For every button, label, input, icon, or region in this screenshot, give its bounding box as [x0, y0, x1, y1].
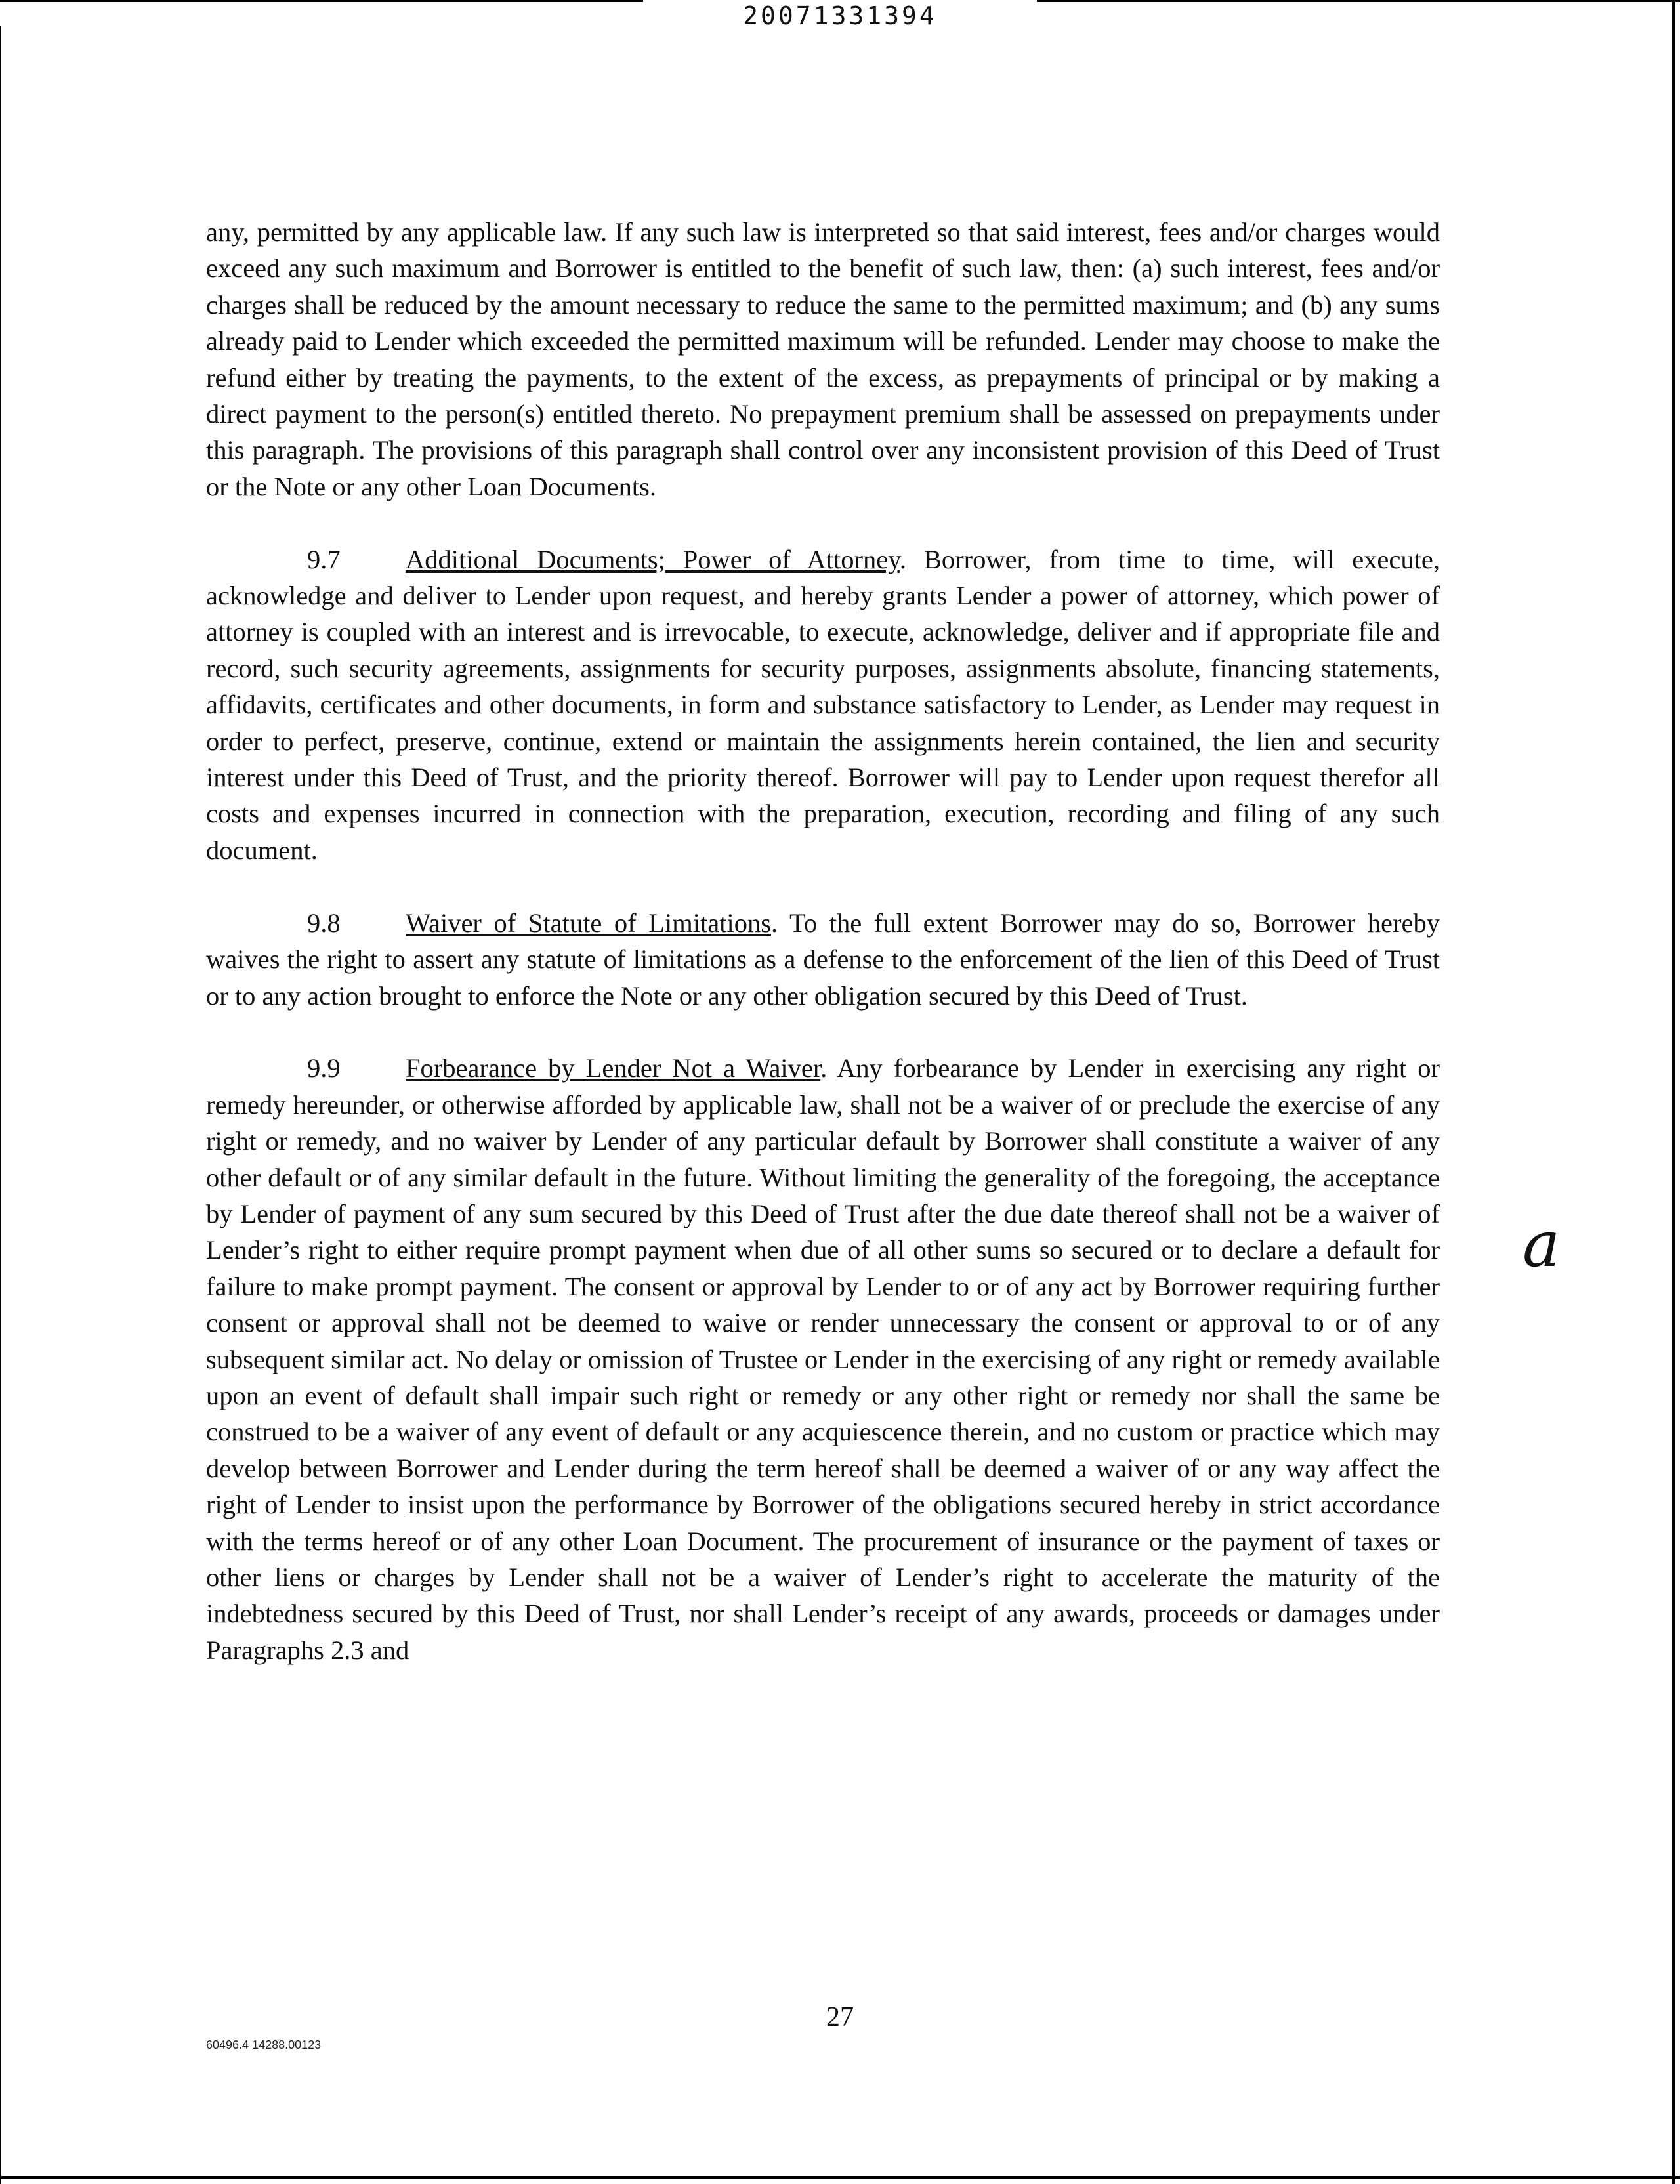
section-number: 9.8: [307, 908, 341, 938]
section-9-9: [206, 1050, 1440, 1668]
page-number: [0, 2002, 1680, 2033]
section-text: . Any forbearance by Lender in exercising any right or remedy hereunder, or otherwise afforded by applicable law, shall not be a waiver of or preclude the exercise of any right or remedy, and no waiver by Lender of any particular default by Borrower shall constitute a waiver of any other default or of any similar default in the future. Without limiting the generality of the foregoing, the acceptance by Lender of payment of any sum secured by this Deed of Trust after the due date thereof shall not be a waiver of Lender’s right to either require prompt payment when due of all other sums so secured or to declare a default for failure to make prompt payment. The consent or approval by Lender to or of any act by Borrower requiring further consent or approval shall not be deemed to waive or render unnecessary the consent or approval to or of any subsequent similar act. No delay or omission of Trustee or Lender in the exercising of any right or remedy available upon an event of default shall impair such right or remedy or any other right or remedy nor shall the same be construed to be a waiver of any event of default or any acquiescence therein, and no custom or practice which may develop between Borrower and Lender during the term hereof shall be deemed a waiver of or any way affect the right of Lender to insist upon the performance by Borrower of the obligations secured hereby in strict accordance with the terms hereof or of any other Loan Document. The procurement of insurance or the payment of taxes or other liens or charges by Lender shall not be a waiver of Lender’s right to accelerate the maturity of the indebtedness secured by this Deed of Trust, nor shall Lender’s receipt of any awards, proceeds or damages under Paragraphs 2.3 and: [206, 1053, 1440, 1665]
document-id: 60496.4 14288.00123: [206, 2038, 322, 2051]
section-title: Additional Documents; Power of Attorney: [406, 544, 900, 574]
section-text: . To the full extent Borrower may do so, Borrower hereby waives the right to assert any statute of limitations as a defense to the enforcement of the lien of this Deed of Trust or to any action brought to enforce the Note or any other obligation secured by this Deed of Trust.: [206, 908, 1440, 1011]
section-title: Forbearance by Lender Not a Waiver: [406, 1053, 821, 1083]
section-number: 9.9: [307, 1053, 341, 1083]
section-text: . Borrower, from time to time, will execute, acknowledge and deliver to Lender upon request, and hereby grants Lender a power of attorney, which power of attorney is coupled with an interest and is irrevocable, to execute, acknowledge, deliver and if appropriate file and record, such security agreements, assignments for security purposes, assignments absolute, financing statements, affidavits, certificates and other documents, in form and substance satisfactory to Lender, as Lender may request in order to perfect, preserve, continue, extend or maintain the assignments herein contained, the lien and security interest under this Deed of Trust, and the priority thereof. Borrower will pay to Lender upon request therefor all costs and expenses incurred in connection with the preparation, execution, recording and filing of any such document.: [206, 544, 1440, 865]
section-title: Waiver of Statute of Limitations: [406, 908, 771, 938]
body-text: [206, 214, 1440, 1705]
scan-border-right: [1672, 0, 1675, 2184]
handwritten-initial: a: [1522, 1208, 1561, 1281]
section-9-7: [206, 541, 1440, 869]
scan-border-bottom: [0, 2176, 1680, 2179]
section-9-8: [206, 905, 1440, 1014]
page-number-text: 27: [826, 2002, 854, 2032]
recording-stamp: 20071331394: [743, 1, 937, 30]
scan-border-left: [0, 26, 1, 2184]
paragraph-intro: any, permitted by any applicable law. If any such law is interpreted so that said interest, fees and/or charges would exceed any such maximum and Borrower is entitled to the benefit of such law, then: (a) such interest, fees and/or charges shall be reduced by the amount necessary to reduce the same to the permitted maximum; and (b) any sums already paid to Lender which exceeded the permitted maximum will be refunded. Lender may choose to make the refund either by treating the payments, to the extent of the excess, as prepayments of principal or by making a direct payment to the person(s) entitled thereto. No prepayment premium shall be assessed on prepayments under this paragraph. The provisions of this paragraph shall control over any inconsistent provision of this Deed of Trust or the Note or any other Loan Documents.: [206, 217, 1440, 501]
section-number: 9.7: [307, 544, 341, 574]
